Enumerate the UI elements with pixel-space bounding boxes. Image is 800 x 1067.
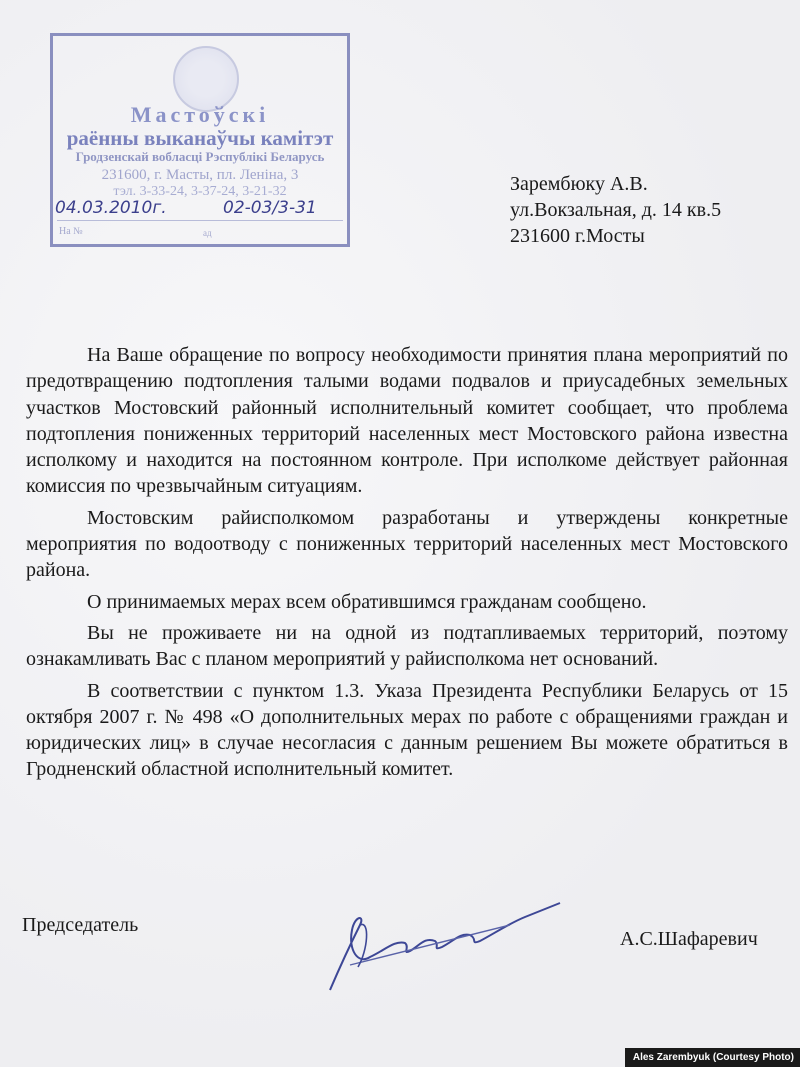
addressee-street: ул.Вокзальная, д. 14 кв.5	[510, 199, 722, 221]
stamp-divider	[57, 220, 343, 221]
paragraph: В соответствии с пунктом 1.3. Указа Президента Республики Беларусь от 15 октября 2007 г. № 498 «О дополнительных мерах по работе с обращениями граждан и юридических лиц» в случае несогласия с данным решением Вы можете обратиться в Гродненский областной исполнительный комитет.	[26, 679, 788, 781]
stamp-ref-label: На №	[59, 226, 83, 237]
addressee-block	[510, 171, 721, 249]
stamp-handwriting	[53, 198, 347, 222]
stamp-line-2: раённы выканаўчы камітэт	[66, 126, 334, 150]
stamp-phones: тэл. 3-33-24, 3-37-24, 3-21-32	[113, 184, 287, 199]
signatory-name: А.С.Шафаревич	[620, 928, 758, 950]
stamp-line-3: Гродзенскай вобласці Рэспублікі Беларусь	[75, 149, 325, 164]
photo-credit: Ales Zarembyuk (Courtesy Photo)	[625, 1048, 800, 1067]
stamp-line-1: Мастоўскі	[130, 102, 270, 127]
paragraph: На Ваше обращение по вопросу необходимости принятия плана мероприятий по предотвращению подтопления талыми водами подвалов и приусадебных земельных участков Мостовский районный исполнительный комитет сообщает, что проблема подтопления пониженных территорий населенных мест Мостовского района известна исполкому и находится на постоянном контроле. При исполкоме действует районная комиссия по чрезвычайным ситуациям.	[26, 344, 788, 498]
stamp-ad-label: ад	[203, 228, 212, 238]
addressee-city: 231600 г.Мосты	[510, 225, 645, 247]
letter-body	[26, 342, 788, 788]
paragraph: Вы не проживаете ни на одной из подтапливаемых территорий, поэтому ознакамливать Вас с планом мероприятий у райисполкома нет оснований.	[26, 621, 788, 671]
addressee-name: Зарембюку А.В.	[510, 173, 648, 195]
paragraph: О принимаемых мерах всем обратившимся гражданам сообщено.	[87, 590, 647, 613]
official-stamp	[50, 33, 350, 247]
stamp-address: 231600, г. Масты, пл. Леніна, 3	[101, 167, 299, 183]
handwritten-signature-icon	[310, 895, 570, 995]
handwritten-number: 02-03/3-31	[223, 198, 317, 218]
paragraph: Мостовским райисполкомом разработаны и утверждены конкретные мероприятия по водоотводу с пониженных территорий населенных мест Мостовского района.	[26, 506, 788, 582]
handwritten-date: 04.03.2010г.	[55, 198, 167, 218]
signatory-title: Председатель	[22, 914, 139, 936]
